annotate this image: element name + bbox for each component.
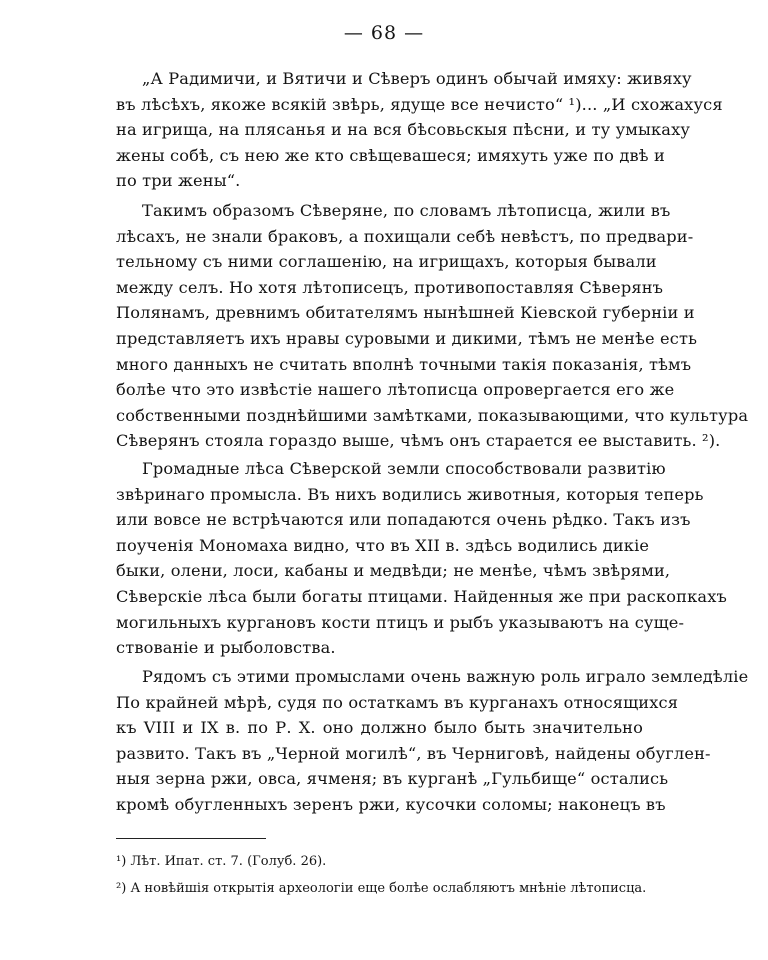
text-line: много данныхъ не считать вполнѣ точными такія показанія, тѣмъ xyxy=(116,354,692,374)
text-line: тельному съ ними соглашенію, на игрищахъ, которыя бывали xyxy=(116,252,657,272)
text-line: Такимъ образомъ Сѣверяне, по словамъ лѣтописца, жили въ xyxy=(142,201,671,220)
text-line: Сѣверянъ стояла гораздо выше, чѣмъ онъ старается ее выставить. ²). xyxy=(116,431,721,451)
text-line: поученія Мономаха видно, что въ XII в. здѣсь водились дикіе xyxy=(116,535,650,555)
text-line: ствованіе и рыболовства. xyxy=(116,638,336,658)
text-line: представляетъ ихъ нравы суровыми и дикими, тѣмъ не менѣе есть xyxy=(116,328,698,348)
text-line: Рядомъ съ этими промыслами очень важную роль играло земледѣліе xyxy=(142,667,749,686)
text-line: могильныхъ кургановъ кости птицъ и рыбъ указываютъ на суще- xyxy=(116,612,685,632)
paragraph-forests xyxy=(116,456,727,661)
text-line: или вовсе не встрѣчаются или попадаются очень рѣдко. Такъ изъ xyxy=(116,510,691,530)
paragraph-severyane xyxy=(116,198,749,454)
text-line: собственными позднѣйшими замѣтками, показывающими, что культура xyxy=(116,405,749,425)
text-line: Сѣверскіе лѣса были богаты птицами. Найденныя же при раскопкахъ xyxy=(116,586,727,606)
footnote-mark: ²) xyxy=(116,881,127,896)
text-line: на игрища, на плясанья и на вся бѣсовьскыя пѣсни, и ту умыкаху xyxy=(116,120,691,140)
text-line: развито. Такъ въ „Черной могилѣ“, въ Черниговѣ, найдены обуглен- xyxy=(116,743,711,763)
footnote-text: Лѣт. Ипат. ст. 7. (Голуб. 26). xyxy=(130,854,327,869)
footnotes xyxy=(116,848,647,902)
text-line: „А Радимичи, и Вятичи и Сѣверъ одинъ обычай имяху: живяху xyxy=(142,69,692,88)
text-line: По крайней мѣрѣ, судя по остаткамъ въ курганахъ относящихся xyxy=(116,692,679,712)
footnote-1 xyxy=(116,848,643,875)
footnote-2 xyxy=(116,875,647,902)
text-line: по три жены“. xyxy=(116,171,241,191)
text-line: болѣе что это извѣстіе нашего лѣтописца опровергается его же xyxy=(116,380,675,400)
paragraph-quote xyxy=(116,66,723,194)
paragraph-agriculture xyxy=(116,664,749,818)
text-line: быки, олени, лоси, кабаны и медвѣди; не менѣе, чѣмъ звѣрями, xyxy=(116,561,671,581)
text-line: къ VIII и IX в. по Р. Х. оно должно было быть значительно xyxy=(116,718,643,738)
footnote-divider xyxy=(116,838,266,839)
text-line: въ лѣсѣхъ, якоже всякій звѣрь, ядуще все нечисто“ ¹)... „И схожахуся xyxy=(116,94,723,114)
footnote-text: А новѣйшія открытія археологіи еще болѣе ослабляютъ мнѣніе лѣтописца. xyxy=(130,881,647,896)
page-number: — 68 — xyxy=(343,22,425,44)
text-line: ныя зерна ржи, овса, ячменя; въ курганѣ „Гульбище“ остались xyxy=(116,769,669,789)
text-line: между селъ. Но хотя лѣтописецъ, противопоставляя Сѣверянъ xyxy=(116,277,664,297)
text-line: звѣринаго промысла. Въ нихъ водились животныя, которыя теперь xyxy=(116,484,704,504)
text-line: кромѣ обугленныхъ зеренъ ржи, кусочки соломы; наконецъ въ xyxy=(116,794,666,814)
text-line: Громадные лѣса Сѣверской земли способствовали развитію xyxy=(142,459,666,478)
footnote-mark: ¹) xyxy=(116,854,127,869)
text-line: лѣсахъ, не знали браковъ, а похищали себѣ невѣстъ, по предвари- xyxy=(116,226,694,246)
text-line: жены собѣ, съ нею же кто свѣщевашеся; имяхуть уже по двѣ и xyxy=(116,145,665,165)
text-line: Полянамъ, древнимъ обитателямъ нынѣшней Кіевской губерніи и xyxy=(116,303,695,323)
